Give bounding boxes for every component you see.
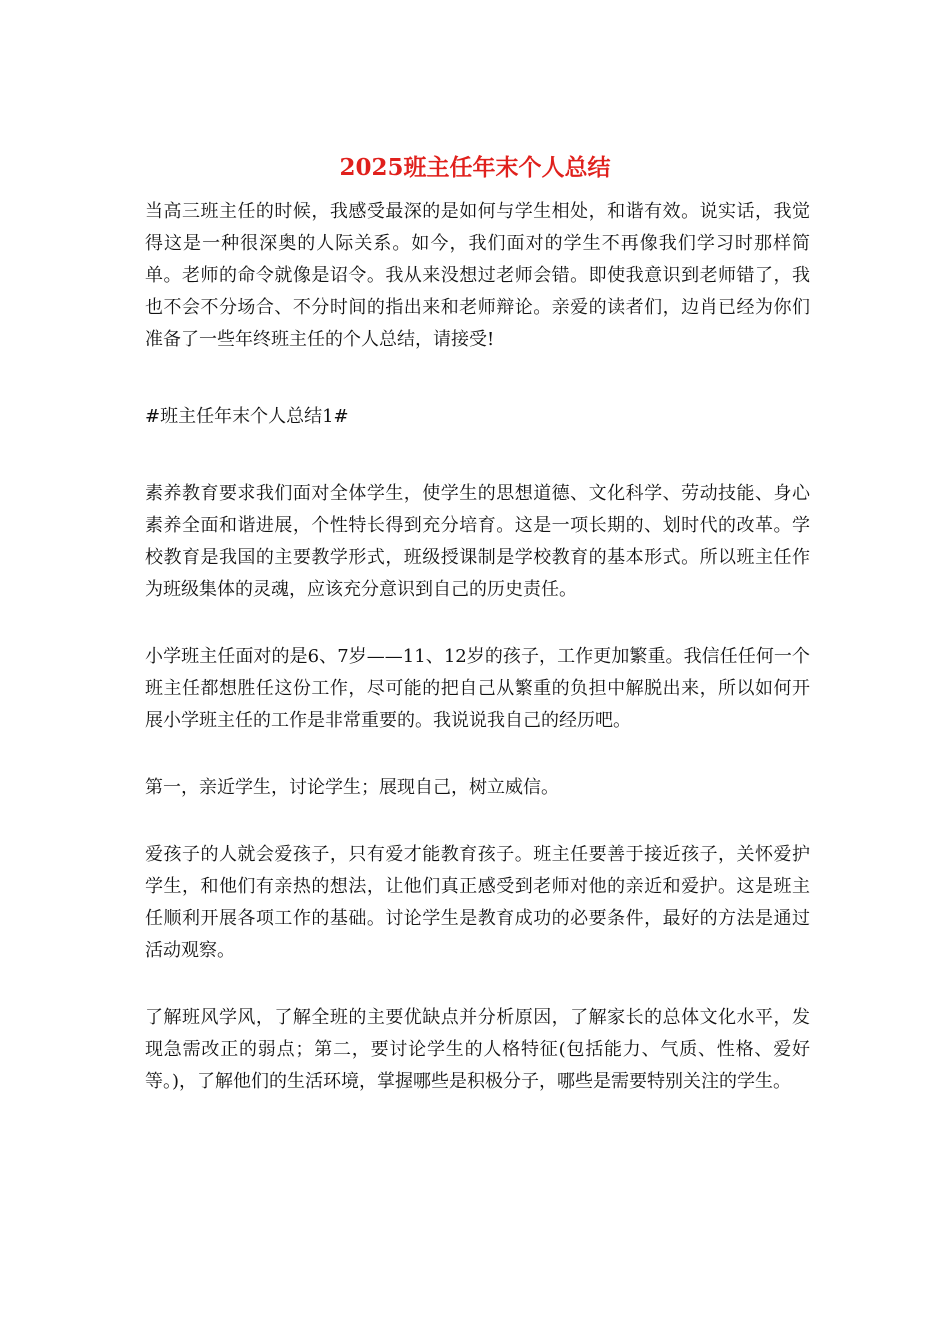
body-paragraph-1: 素养教育要求我们面对全体学生，使学生的思想道德、文化科学、劳动技能、身心素养全面和谐进展，个性特长得到充分培育。这是一项长期的、划时代的改革。学校教育是我国的主要教学形式，班级授课制是学校教育的基本形式。所以班主任作为班级集体的灵魂，应该充分意识到自己的历史责任。 xyxy=(145,483,810,600)
body-paragraph-5: 了解班风学风，了解全班的主要优缺点并分析原因，了解家长的总体文化水平，发现急需改正的弱点；第二，要讨论学生的人格特征(包括能力、气质、性格、爱好等。)，了解他们的生活环境，掌握哪些是积极分子，哪些是需要特别关注的学生。 xyxy=(145,1007,810,1092)
section-heading: #班主任年末个人总结1# xyxy=(145,406,349,427)
body-paragraph-2: 小学班主任面对的是6、7岁——11、12岁的孩子，工作更加繁重。我信任任何一个班主任都想胜任这份工作，尽可能的把自己从繁重的负担中解脱出来，所以如何开展小学班主任的工作是非常重要的。我说说我自己的经历吧。 xyxy=(145,646,810,731)
body-paragraph-4: 爱孩子的人就会爱孩子，只有爱才能教育孩子。班主任要善于接近孩子，关怀爱护学生，和他们有亲热的想法，让他们真正感受到老师对他的亲近和爱护。这是班主任顺利开展各项工作的基础。讨论学生是教育成功的必要条件，最好的方法是通过活动观察。 xyxy=(145,844,810,961)
intro-paragraph: 当高三班主任的时候，我感受最深的是如何与学生相处，和谐有效。说实话，我觉得这是一种很深奥的人际关系。如今，我们面对的学生不再像我们学习时那样简单。老师的命令就像是诏令。我从来没想过老师会错。即使我意识到老师错了，我也不会不分场合、不分时间的指出来和老师辩论。亲爱的读者们，边肖已经为你们准备了一些年终班主任的个人总结，请接受! xyxy=(145,201,810,350)
body-paragraph-3: 第一，亲近学生，讨论学生；展现自己，树立威信。 xyxy=(145,777,559,798)
document-body xyxy=(145,196,810,1133)
document-title: 2025班主任年末个人总结 xyxy=(339,154,611,181)
